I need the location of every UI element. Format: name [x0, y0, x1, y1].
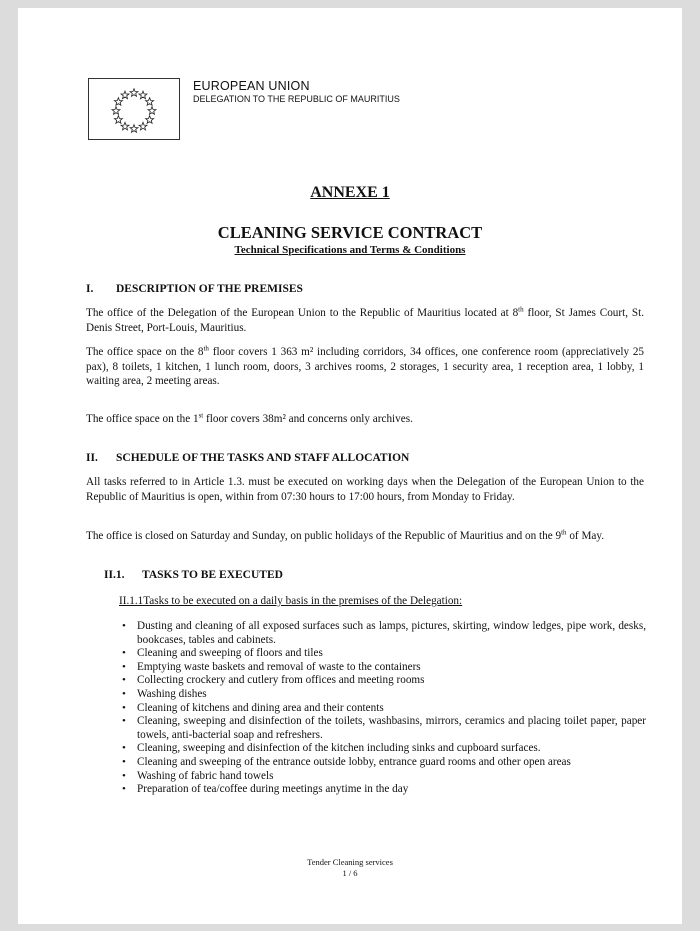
section-number: II.	[86, 452, 98, 464]
list-item: • Preparation of tea/coffee during meetings anytime in the day	[122, 783, 646, 797]
eu-stars-circle-icon	[88, 78, 180, 140]
section-number: I.	[86, 283, 94, 295]
document-page	[18, 8, 682, 924]
subsection-number: II.1.	[104, 569, 125, 581]
list-item: • Emptying waste baskets and removal of waste to the containers	[122, 661, 646, 675]
section-title: SCHEDULE OF THE TASKS AND STAFF ALLOCATION	[116, 452, 410, 464]
list-item: • Collecting crockery and cutlery from offices and meeting rooms	[122, 674, 646, 688]
subsection-heading	[104, 569, 283, 581]
subsection-title: TASKS TO BE EXECUTED	[142, 569, 283, 581]
section-2-heading	[86, 452, 409, 464]
list-item: • Cleaning, sweeping and disinfection of the toilets, washbasins, mirrors, ceramics and placing toilet paper, paper towels, anti-bacterial soap and refreshers.	[122, 715, 646, 742]
organization-header	[193, 79, 400, 104]
list-item: • Washing of fabric hand towels	[122, 770, 646, 784]
footer-title: Tender Cleaning services	[307, 857, 393, 867]
section-1-paragraph-1: The office of the Delegation of the European Union to the Republic of Mauritius located at 8th floor, St James Court, St. Denis Street, Port-Louis, Mauritius.	[86, 305, 644, 334]
eu-flag-logo	[89, 79, 179, 139]
list-item: • Cleaning and sweeping of the entrance outside lobby, entrance guard rooms and other open areas	[122, 756, 646, 770]
section-title: DESCRIPTION OF THE PREMISES	[116, 283, 303, 295]
sub-subsection-heading: II.1.1Tasks to be executed on a daily basis in the premises of the Delegation:	[119, 595, 463, 607]
list-item: • Dusting and cleaning of all exposed surfaces such as lamps, pictures, skirting, window ledges, pipe work, desks, bookcases, tables and cabinets.	[122, 620, 646, 647]
list-item: • Cleaning, sweeping and disinfection of the kitchen including sinks and cupboard surfaces.	[122, 742, 646, 756]
daily-tasks-list	[122, 620, 646, 797]
org-subtitle: DELEGATION TO THE REPUBLIC OF MAURITIUS	[193, 94, 400, 104]
list-item: • Washing dishes	[122, 688, 646, 702]
annexe-label: ANNEXE 1	[310, 184, 390, 201]
list-item: • Cleaning of kitchens and dining area and their contents	[122, 702, 646, 716]
section-2-paragraph-1: All tasks referred to in Article 1.3. must be executed on working days when the Delegation of the European Union to the Republic of Mauritius is open, within from 07:30 hours to 17:00 hours, from Monday to Friday.	[86, 476, 644, 503]
org-title: EUROPEAN UNION	[193, 79, 310, 93]
section-1-heading	[86, 283, 303, 295]
page-footer	[18, 857, 682, 879]
document-subtitle: Technical Specifications and Terms & Conditions	[234, 244, 466, 256]
list-item: • Cleaning and sweeping of floors and tiles	[122, 647, 646, 661]
document-title: CLEANING SERVICE CONTRACT	[217, 223, 483, 242]
section-2-paragraph-2: The office is closed on Saturday and Sunday, on public holidays of the Republic of Mauritius and on the 9th of May.	[86, 528, 605, 542]
section-1-paragraph-2: The office space on the 8th floor covers 1 363 m² including corridors, 34 offices, one conference room (appreciatively 25 pax), 8 toilets, 1 kitchen, 1 lunch room, doors, 3 archives rooms, 2 storages, 1 security area, 1 reception area, 1 lobby, 1 waiting area, 2 meeting areas.	[86, 344, 645, 387]
page-number: 1 / 6	[342, 868, 358, 878]
section-1-paragraph-3: The office space on the 1st floor covers 38m² and concerns only archives.	[86, 411, 413, 425]
